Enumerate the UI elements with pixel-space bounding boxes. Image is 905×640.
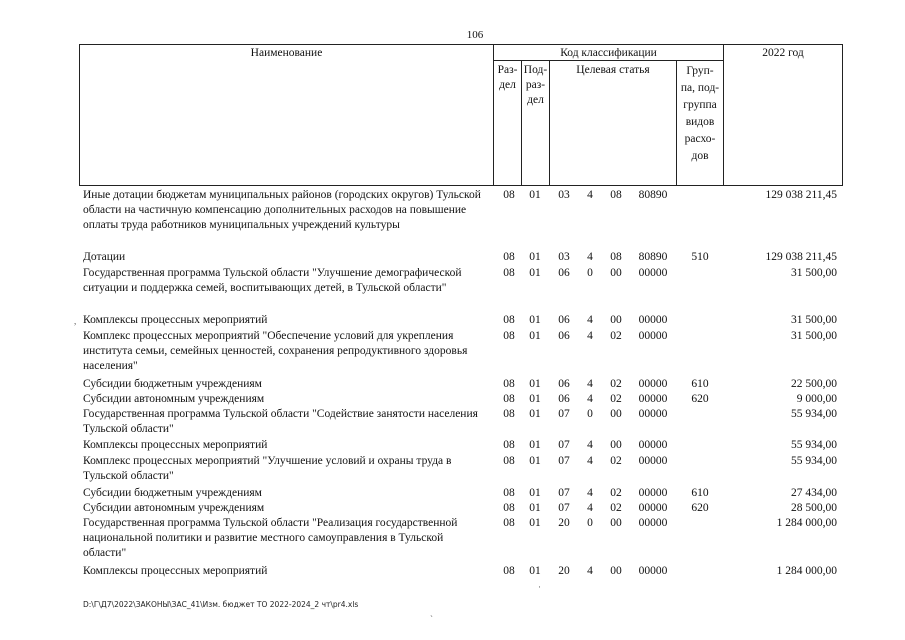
stray-mark: , [74,316,77,326]
row-target-direction: 00000 [638,393,668,405]
row-target-direction: 00000 [638,439,668,451]
row-target-program: 20 [558,517,570,529]
row-target-program: 03 [558,189,570,201]
row-target-subprogram: 00 [610,439,622,451]
row-target-subprogram: 00 [610,267,622,279]
row-amount: 1 284 000,00 [776,565,837,577]
header-target-label: Целевая статья [576,64,650,76]
row-podrazdel: 01 [529,189,541,201]
row-target-program: 07 [558,439,570,451]
row-target-subprogram: 00 [610,565,622,577]
row-name: Субсидии бюджетным учреждениям [83,487,262,499]
row-target-type: 4 [587,314,593,326]
row-target-direction: 00000 [638,267,668,279]
row-target-program: 20 [558,565,570,577]
row-target-subprogram: 00 [610,517,622,529]
row-target-program: 03 [558,251,570,263]
row-podrazdel: 01 [529,487,541,499]
row-target-subprogram: 02 [610,393,622,405]
row-razdel: 08 [503,378,515,390]
row-target-subprogram: 08 [610,189,622,201]
row-target-type: 0 [587,267,593,279]
page-number: 106 [466,29,484,41]
row-razdel: 08 [503,251,515,263]
row-podrazdel: 01 [529,408,541,420]
row-name: Комплексы процессных мероприятий [83,565,268,577]
row-target-program: 06 [558,378,570,390]
row-name: Государственная программа Тульской области "Реализация государственной национальной политики и развитие местного самоуправления в Тульской области" [83,517,458,559]
row-amount: 55 934,00 [791,439,837,451]
row-amount: 129 038 211,45 [765,251,837,263]
row-target-program: 06 [558,314,570,326]
header-year-label: 2022 год [762,47,804,59]
row-target-program: 06 [558,267,570,279]
row-target-program: 07 [558,408,570,420]
row-target-subprogram: 02 [610,487,622,499]
row-podrazdel: 01 [529,251,541,263]
row-razdel: 08 [503,487,515,499]
row-podrazdel: 01 [529,439,541,451]
header-code-group-label: Код классификации [560,47,657,59]
row-amount: 55 934,00 [791,408,837,420]
row-amount: 31 500,00 [791,314,837,326]
header-razdel-label: Раз- дел [497,64,518,91]
row-podrazdel: 01 [529,502,541,514]
row-target-direction: 00000 [638,314,668,326]
row-name: Комплекс процессных мероприятий "Обеспечение условий для укрепления института семьи, семейных ценностей, сохранения репродуктивного здоровья населения" [83,330,468,372]
row-podrazdel: 01 [529,455,541,467]
row-razdel: 08 [503,502,515,514]
row-target-direction: 00000 [638,378,668,390]
row-amount: 1 284 000,00 [776,517,837,529]
row-target-type: 4 [587,378,593,390]
row-target-program: 07 [558,502,570,514]
row-razdel: 08 [503,565,515,577]
row-expense-group: 620 [691,502,709,514]
row-target-program: 07 [558,455,570,467]
row-target-subprogram: 00 [610,314,622,326]
row-podrazdel: 01 [529,565,541,577]
row-target-type: 0 [587,408,593,420]
row-target-type: 0 [587,517,593,529]
row-razdel: 08 [503,455,515,467]
row-target-subprogram: 02 [610,330,622,342]
row-podrazdel: 01 [529,314,541,326]
row-name: Государственная программа Тульской области "Улучшение демографической ситуации и поддержка семей, воспитывающих детей, в Тульской области" [83,267,462,294]
row-target-direction: 80890 [638,251,668,263]
row-amount: 129 038 211,45 [765,189,837,201]
stray-mark: ˋ [430,614,433,624]
row-target-type: 4 [587,455,593,467]
row-target-program: 06 [558,393,570,405]
row-target-type: 4 [587,189,593,201]
row-name: Комплекс процессных мероприятий "Улучшение условий и охраны труда в Тульской области" [83,455,452,482]
row-target-direction: 00000 [638,517,668,529]
row-target-program: 06 [558,330,570,342]
header-cell-target [549,60,677,186]
row-podrazdel: 01 [529,378,541,390]
row-target-type: 4 [587,565,593,577]
row-target-direction: 00000 [638,487,668,499]
row-expense-group: 620 [691,393,709,405]
row-target-direction: 00000 [638,330,668,342]
row-target-direction: 00000 [638,565,668,577]
row-target-subprogram: 00 [610,408,622,420]
row-target-subprogram: 02 [610,502,622,514]
row-amount: 31 500,00 [791,267,837,279]
row-target-type: 4 [587,251,593,263]
header-cell-year [723,44,843,186]
header-group-label: Груп- па, под- группа видов расхо- дов [680,65,720,162]
row-target-type: 4 [587,502,593,514]
footer-file-path: D:\Г\Д7\2022\ЗАКОНЫ\ЗАС_41\Изм. бюджет ТО 2022-2024_2 чт\pr4.xls [83,600,359,609]
row-target-type: 4 [587,330,593,342]
row-razdel: 08 [503,267,515,279]
row-target-direction: 80890 [638,189,668,201]
row-razdel: 08 [503,330,515,342]
row-razdel: 08 [503,439,515,451]
row-podrazdel: 01 [529,393,541,405]
row-name: Иные дотации бюджетам муниципальных районов (городских округов) Тульской области на частичную компенсацию дополнительных расходов на повышение оплаты труда работников муниципальных учреждений культуры [83,189,481,231]
row-amount: 27 434,00 [791,487,837,499]
row-name: Государственная программа Тульской области "Содействие занятости населения Тульской области" [83,408,478,435]
row-amount: 31 500,00 [791,330,837,342]
header-podrazdel-label: Под- раз- дел [523,64,548,106]
row-name: Дотации [83,251,126,263]
row-razdel: 08 [503,314,515,326]
row-expense-group: 610 [691,378,709,390]
row-target-direction: 00000 [638,502,668,514]
row-name: Комплексы процессных мероприятий [83,314,268,326]
row-target-type: 4 [587,393,593,405]
row-amount: 28 500,00 [791,502,837,514]
row-amount: 22 500,00 [791,378,837,390]
row-target-direction: 00000 [638,408,668,420]
row-podrazdel: 01 [529,267,541,279]
row-name: Субсидии автономным учреждениям [83,393,265,405]
row-razdel: 08 [503,393,515,405]
row-expense-group: 610 [691,487,709,499]
header-cell-name [79,44,494,186]
row-target-type: 4 [587,439,593,451]
row-name: Субсидии автономным учреждениям [83,502,265,514]
row-target-direction: 00000 [638,455,668,467]
row-target-subprogram: 02 [610,378,622,390]
row-amount: 55 934,00 [791,455,837,467]
row-name: Комплексы процессных мероприятий [83,439,268,451]
row-podrazdel: 01 [529,517,541,529]
row-amount: 9 000,00 [796,393,837,405]
row-razdel: 08 [503,408,515,420]
row-target-subprogram: 02 [610,455,622,467]
row-target-program: 07 [558,487,570,499]
row-expense-group: 510 [691,251,709,263]
row-target-type: 4 [587,487,593,499]
stray-mark: · [538,582,541,592]
row-target-subprogram: 08 [610,251,622,263]
header-name-label: Наименование [250,47,323,59]
row-razdel: 08 [503,189,515,201]
row-razdel: 08 [503,517,515,529]
row-name: Субсидии бюджетным учреждениям [83,378,262,390]
row-podrazdel: 01 [529,330,541,342]
